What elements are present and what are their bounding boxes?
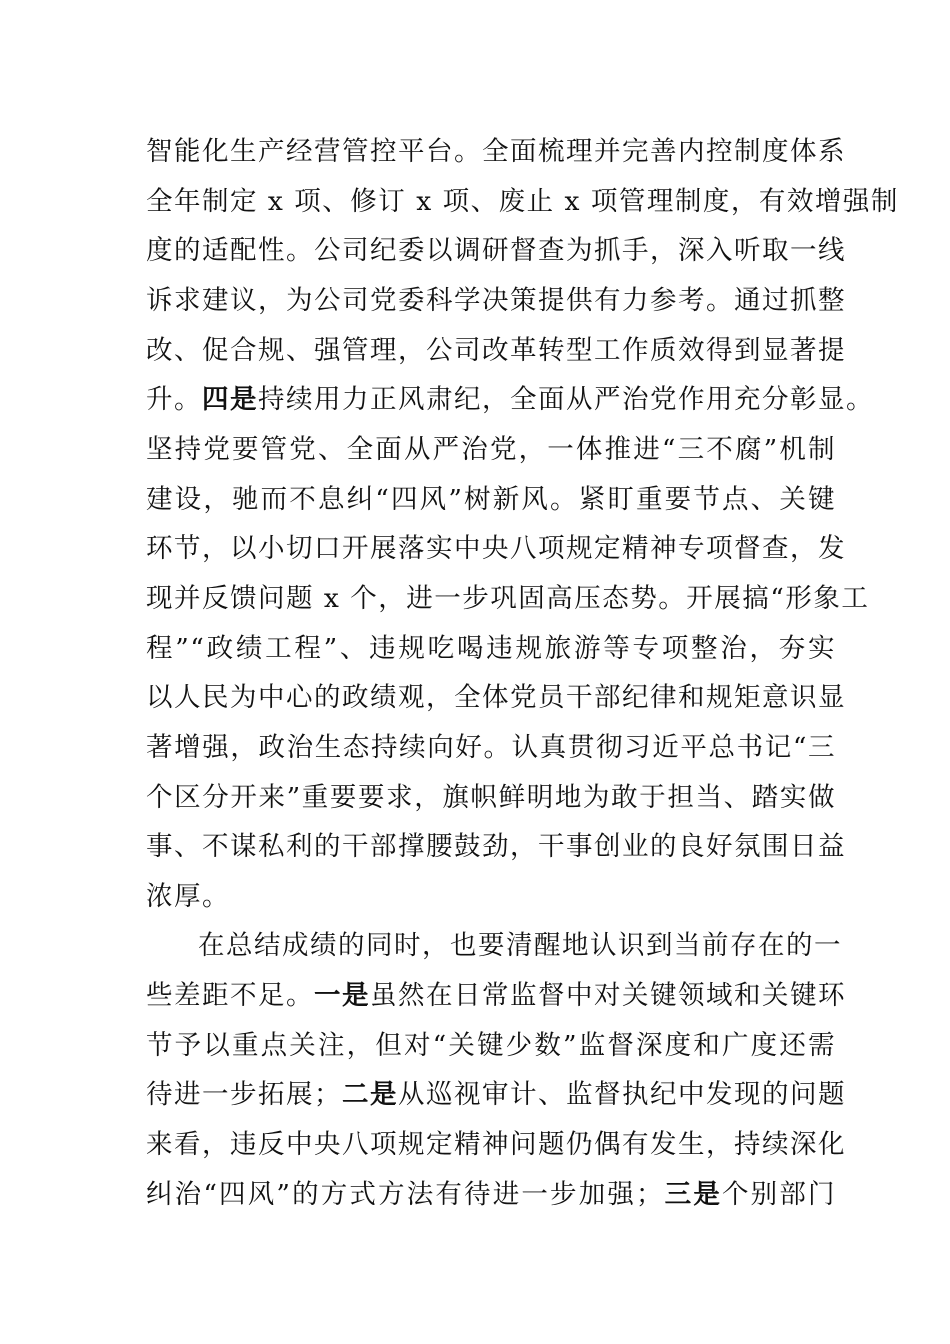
text-line (146, 971, 846, 1021)
line-text: 个别部门 (722, 1179, 837, 1210)
line-text: 环节，以小切口开展落实中央八项规定精神专项督查，发 (146, 533, 846, 564)
text-line (146, 773, 836, 823)
text-line (146, 425, 836, 475)
emphasis-text: 二是 (342, 1079, 398, 1110)
text-line (146, 276, 846, 326)
line-text: 个区分开来”重要要求，旗帜鲜明地为敢于担当、踏实做 (146, 782, 836, 813)
line-text: 以人民为中心的政绩观，全体党员干部纪律和规矩意识显 (146, 682, 846, 713)
text-line (146, 326, 846, 376)
line-text: 待进一步拓展； (146, 1079, 342, 1110)
line-text: 浓厚。 (146, 881, 230, 912)
line-text: 建设，驰而不息纠“四风”树新风。紧盯重要节点、关键 (146, 484, 836, 515)
text-line (146, 822, 846, 872)
line-text: 著增强，政治生态持续向好。认真贯彻习近平总书记“三 (146, 732, 836, 763)
text-line (146, 574, 870, 624)
line-text: 纠治“四风”的方式方法有待进一步加强； (146, 1179, 665, 1210)
text-line (146, 127, 846, 177)
line-text: 节予以重点关注，但对“关键少数”监督深度和广度还需 (146, 1030, 836, 1061)
text-line (146, 475, 836, 525)
line-text: 从巡视审计、监督执纪中发现的问题 (398, 1079, 846, 1110)
emphasis-text: 三是 (664, 1179, 723, 1210)
emphasis-text: 一是 (314, 980, 370, 1011)
line-text: 现并反馈问题 x 个，进一步巩固高压态势。开展搞“形象工 (146, 583, 870, 614)
line-text: 改、促合规、强管理，公司改革转型工作质效得到显著提 (146, 335, 846, 366)
line-text: 度的适配性。公司纪委以调研督查为抓手，深入听取一线 (146, 235, 846, 266)
text-line (146, 872, 836, 922)
line-text: 些差距不足。 (146, 980, 314, 1011)
line-text: 坚持党要管党、全面从严治党，一体推进“三不腐”机制 (146, 434, 836, 465)
line-text: 诉求建议，为公司党委科学决策提供有力参考。通过抓整 (146, 285, 846, 316)
emphasis-text: 四是 (202, 384, 258, 415)
text-line (146, 1120, 846, 1170)
line-text: 智能化生产经营管控平台。全面梳理并完善内控制度体系 (146, 136, 846, 167)
line-text: 持续用力正风肃纪，全面从严治党作用充分彰显。 (258, 384, 874, 415)
line-text: 事、不谋私利的干部撑腰鼓劲，干事创业的良好氛围日益 (146, 831, 846, 862)
line-text: 在总结成绩的同时，也要清醒地认识到当前存在的一 (198, 930, 842, 961)
line-text: 全年制定 x 项、修订 x 项、废止 x 项管理制度，有效增强制 (146, 186, 899, 217)
text-line (146, 524, 846, 574)
line-text: 来看，违反中央八项规定精神问题仍偶有发生，持续深化 (146, 1129, 846, 1160)
text-line (146, 1070, 846, 1120)
text-line (146, 723, 836, 773)
text-line (146, 375, 874, 425)
paragraph-start-line (198, 921, 842, 971)
text-line (146, 226, 846, 276)
text-line (146, 624, 836, 674)
line-text: 升。 (146, 384, 202, 415)
line-text: 程”“政绩工程”、违规吃喝违规旅游等专项整治，夯实 (146, 633, 836, 664)
text-line (146, 1021, 836, 1071)
line-text: 虽然在日常监督中对关键领域和关键环 (370, 980, 846, 1011)
text-line (146, 1170, 836, 1220)
text-line (146, 673, 846, 723)
text-line (146, 177, 899, 227)
